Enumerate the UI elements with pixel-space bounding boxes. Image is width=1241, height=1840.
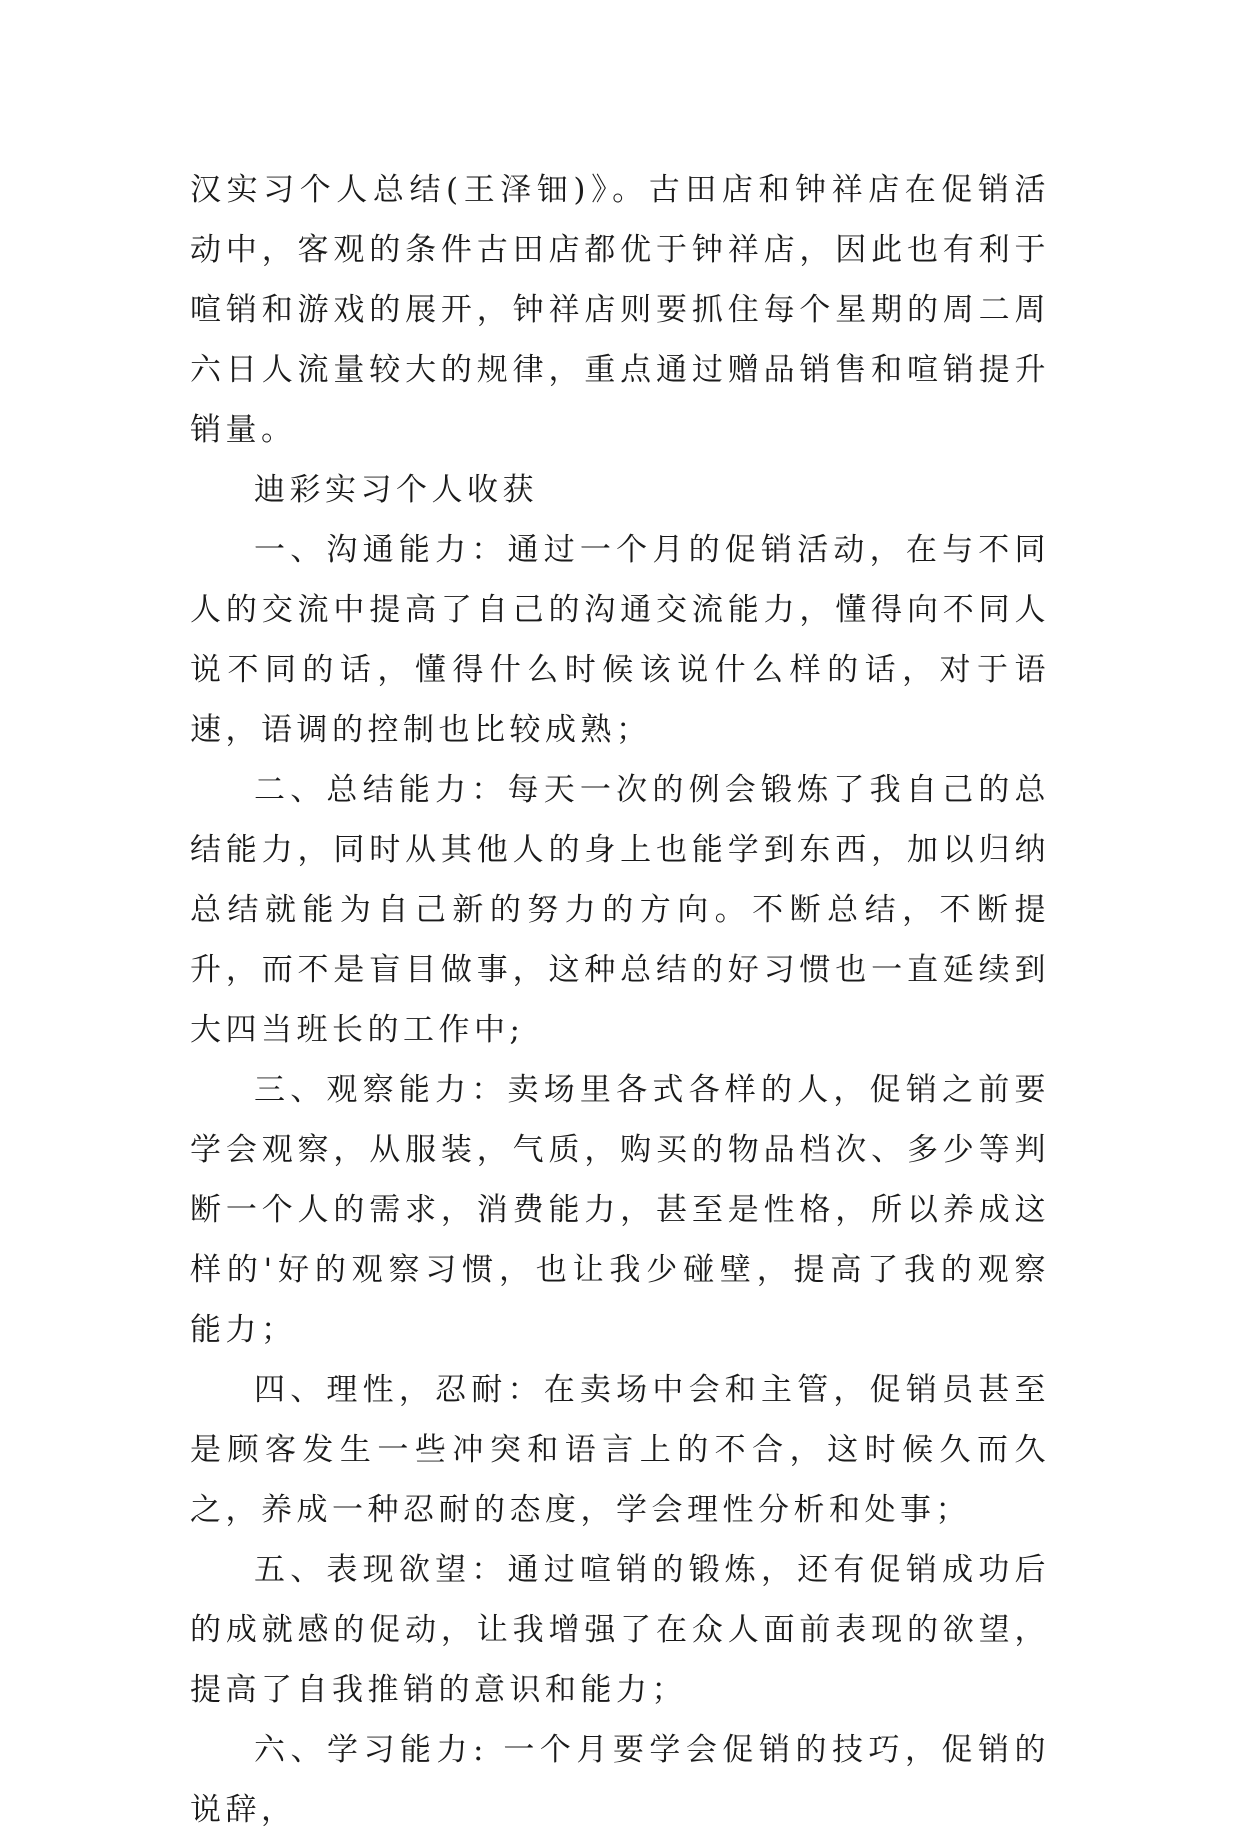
paragraph-observation-ability: 三、观察能力：卖场里各式各样的人，促销之前要学会观察，从服装，气质，购买的物品档次、多少等判断一个人的需求，消费能力，甚至是性格，所以养成这样的'好的观察习惯，也让我少碰壁，提高了我的观察能力； [190, 1072, 1050, 1348]
paragraph-summary-ability: 二、总结能力：每天一次的例会锻炼了我自己的总结能力，同时从其他人的身上也能学到东西，加以归纳总结就能为自己新的努力的方向。不断总结，不断提升，而不是盲目做事，这种总结的好习惯也一直延续到大四当班长的工作中; [190, 772, 1050, 1048]
paragraph-rationality-patience: 四、理性，忍耐：在卖场中会和主管，促销员甚至是顾客发生一些冲突和语言上的不合，这时候久而久之，养成一种忍耐的态度，学会理性分析和处事； [190, 1372, 1050, 1528]
document-body [190, 160, 1050, 1840]
paragraph-expression-desire: 五、表现欲望：通过喧销的锻炼，还有促销成功后的成就感的促动，让我增强了在众人面前表现的欲望，提高了自我推销的意识和能力； [190, 1552, 1050, 1708]
paragraph-communication-ability: 一、沟通能力：通过一个月的促销活动，在与不同人的交流中提高了自己的沟通交流能力，懂得向不同人说不同的话，懂得什么时候该说什么样的话，对于语速，语调的控制也比较成熟； [190, 532, 1050, 748]
section-heading: 迪彩实习个人收获 [254, 472, 538, 508]
paragraph-learning-ability: 六、学习能力: 一个月要学会促销的技巧，促销的说辞， [190, 1732, 1050, 1828]
paragraph-continuation: 汉实习个人总结(王泽钿)》。古田店和钟祥店在促销活动中，客观的条件古田店都优于钟祥店，因此也有利于喧销和游戏的展开，钟祥店则要抓住每个星期的周二周六日人流量较大的规律，重点通过赠品销售和喧销提升销量。 [190, 172, 1050, 448]
